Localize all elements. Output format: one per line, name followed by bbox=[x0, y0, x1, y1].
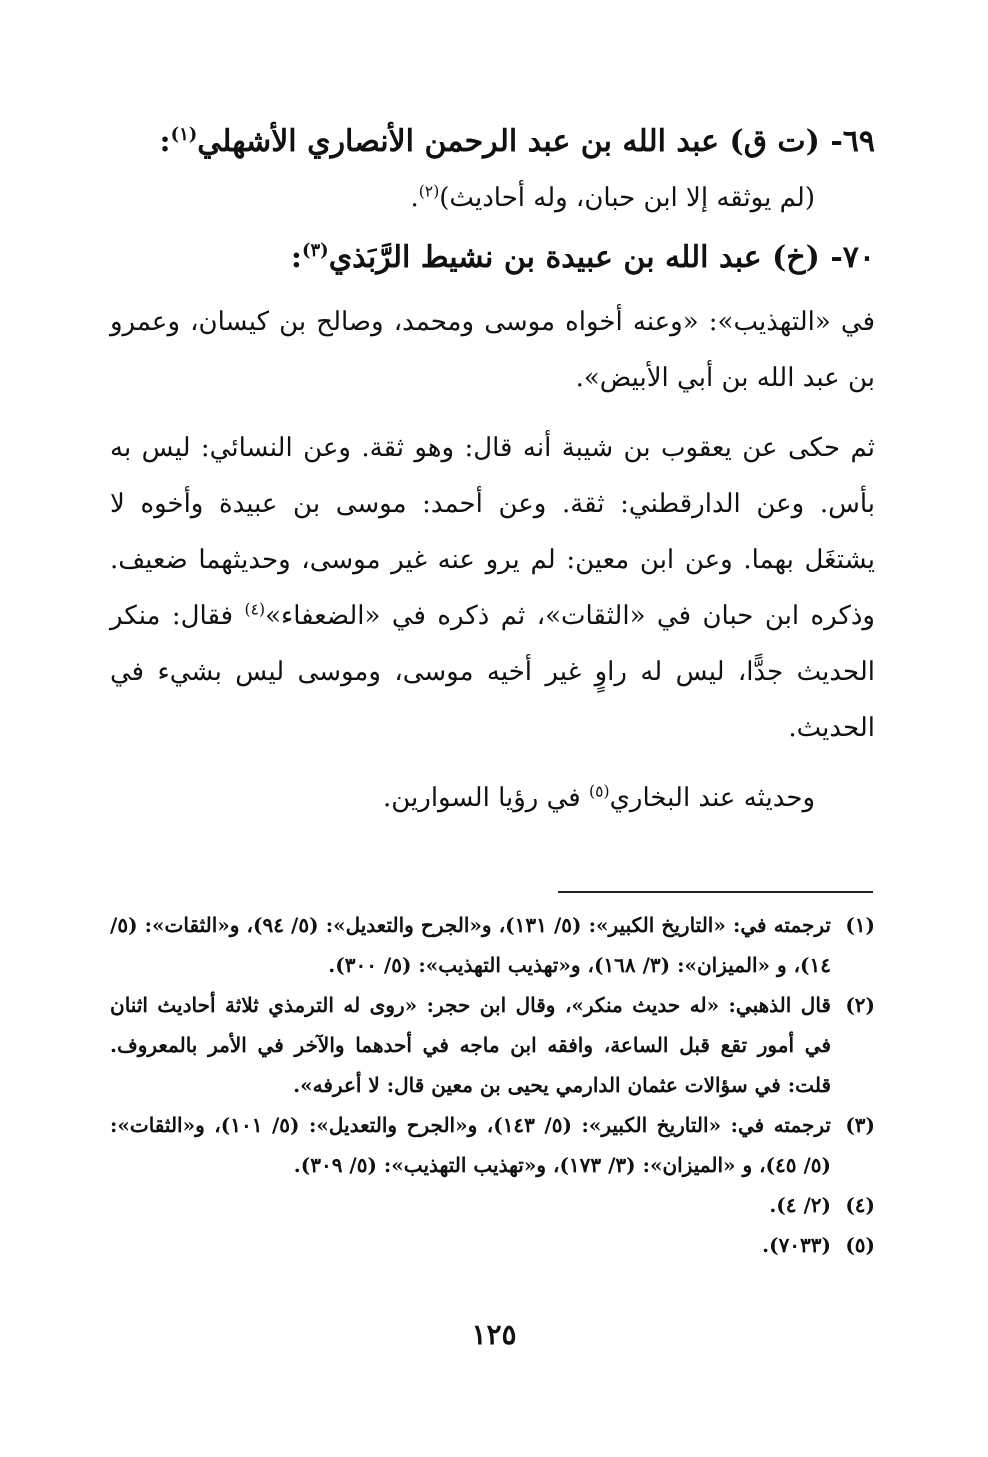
heading-colon: : bbox=[159, 124, 171, 159]
footnote bbox=[110, 1225, 875, 1265]
footnote-ref[interactable]: (٣) bbox=[301, 240, 329, 261]
footnote bbox=[110, 985, 875, 1105]
footnote-text: قال الذهبي: «له حديث منكر»، وقال ابن حجر: «روى له الترمذي ثلاثة أحاديث اثنان في أمور تقع قبل الساعة، وافقه ابن ماجه في أحدهما والآخر في الأمر بالمعروف. قلت: في سؤالات عثمان الدارمي يحيى بن معين قال: لا أعرفه». bbox=[110, 993, 831, 1097]
footnote-ref[interactable]: (٢) bbox=[418, 182, 440, 201]
footnote-text: (٢/ ٤). bbox=[769, 1193, 831, 1217]
quote-text: (لم يوثقه إلا ابن حبان، وله أحاديث) bbox=[439, 183, 815, 213]
entry-70-paragraph-2 bbox=[110, 420, 875, 756]
main-text bbox=[110, 120, 875, 826]
entry-heading-text: (خ) عبد الله بن عبيدة بن نشيط الرَّبَذي bbox=[328, 240, 820, 275]
footnote-number: (٤) bbox=[845, 1193, 875, 1217]
quote-end: . bbox=[410, 183, 419, 213]
entry-number: ٦٩- bbox=[830, 124, 875, 159]
footnote-text: (٧٠٣٣). bbox=[762, 1233, 831, 1257]
footnote-ref[interactable]: (٤) bbox=[244, 600, 266, 619]
entry-69-quote bbox=[110, 178, 875, 218]
footnote-separator bbox=[558, 891, 873, 893]
heading-colon: : bbox=[290, 240, 302, 275]
footnote-ref[interactable]: (٥) bbox=[588, 782, 610, 801]
footnote-number: (٢) bbox=[845, 993, 875, 1017]
paragraph-text: وحديثه عند البخاري bbox=[609, 783, 815, 813]
footnote bbox=[110, 1105, 875, 1185]
entry-70-paragraph-3 bbox=[110, 770, 875, 826]
entry-69-heading bbox=[110, 120, 875, 164]
paragraph-text: ثم حكى عن يعقوب بن شيبة أنه قال: وهو ثقة. وعن النسائي: ليس به بأس. وعن الدارقطني: ثقة. وعن أحمد: موسى بن عبيدة وأخوه لا يشتغَل بهما. وعن ابن معين: لم يرو عنه غير موسى، وحديثهما ضعيف. وذكره ابن حبان في «الثقات»، ثم ذكره في «الضعفاء» bbox=[110, 433, 875, 631]
entry-70-heading bbox=[110, 236, 875, 280]
paragraph-text: فقال: منكر الحديث جدًّا، ليس له راوٍ غير أخيه موسى، وموسى ليس بشيء في الحديث. bbox=[110, 601, 875, 743]
footnote bbox=[110, 905, 875, 985]
footnote-number: (٣) bbox=[845, 1113, 875, 1137]
footnotes bbox=[110, 905, 875, 1265]
page-number: ١٢٥ bbox=[471, 1318, 517, 1351]
footnote-text: ترجمته في: «التاريخ الكبير»: (٥/ ١٣١)، و«الجرح والتعديل»: (٥/ ٩٤)، و«الثقات»: (٥/ ١٤)، و «الميزان»: (٣/ ١٦٨)، و«تهذيب التهذيب»: (٥/ ٣٠٠). bbox=[110, 913, 831, 977]
entry-70-paragraph-1: في «التهذيب»: «وعنه أخواه موسى ومحمد، وصالح بن كيسان، وعمرو بن عبد الله بن أبي الأبيض». bbox=[110, 307, 875, 393]
entry-heading-text: (ت ق) عبد الله بن عبد الرحمن الأنصاري الأشهلي bbox=[197, 124, 820, 159]
footnote-number: (١) bbox=[845, 913, 875, 937]
paragraph-text: في رؤيا السوارين. bbox=[382, 783, 589, 813]
footnote-ref[interactable]: (١) bbox=[170, 124, 198, 145]
footnote-text: ترجمته في: «التاريخ الكبير»: (٥/ ١٤٣)، و«الجرح والتعديل»: (٥/ ١٠١)، و«الثقات»: (٥/ ٤٥)، و «الميزان»: (٣/ ١٧٣)، و«تهذيب التهذيب»: (٥/ ٣٠٩). bbox=[110, 1113, 831, 1177]
footnote bbox=[110, 1185, 875, 1225]
footnote-number: (٥) bbox=[845, 1233, 875, 1257]
entry-number: ٧٠- bbox=[830, 240, 875, 275]
